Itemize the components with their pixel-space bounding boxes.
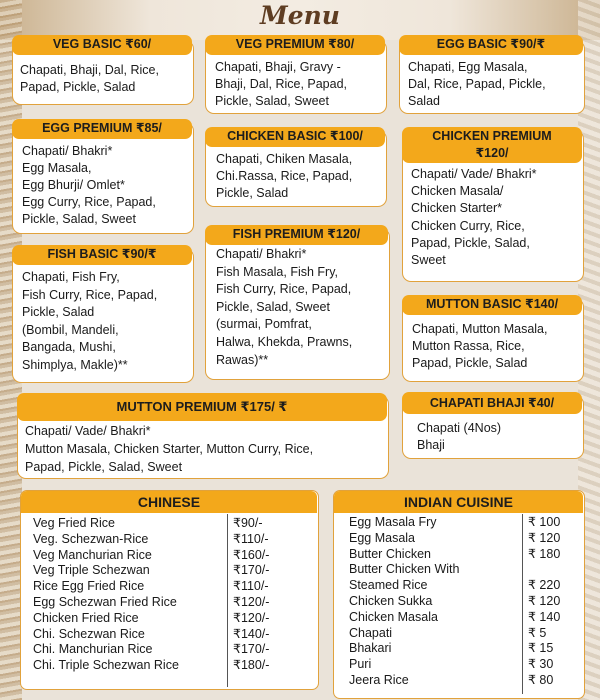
- indian-item-price: ₹ 120: [528, 530, 561, 545]
- indian-row: [349, 641, 600, 657]
- indian-item-name: Egg Masala Fry: [349, 515, 437, 529]
- indian-item-name: Chicken Masala: [349, 609, 438, 624]
- egg-premium-header: EGG PREMIUM ₹85/: [12, 119, 192, 139]
- chapati-bhaji-header: CHAPATI BHAJI ₹40/: [402, 392, 582, 414]
- mutton-basic-items: Chapati, Mutton Masala, Mutton Rassa, Rice, Papad, Pickle, Salad: [412, 322, 548, 370]
- chapati-bhaji-items: Chapati (4Nos) Bhaji: [417, 421, 502, 452]
- chinese-row: [33, 516, 293, 532]
- chinese-item-price: ₹110/-: [233, 531, 269, 546]
- indian-item-name: Puri: [349, 657, 372, 672]
- chinese-item-name: Veg Manchurian Rice: [33, 547, 152, 562]
- chinese-item-price: ₹180/-: [233, 658, 270, 673]
- indian-row: [349, 515, 600, 531]
- mutton-basic-header: MUTTON BASIC ₹140/: [402, 295, 582, 315]
- indian-item-name: Steamed Rice: [349, 578, 428, 593]
- indian-row: [349, 594, 600, 610]
- indian-row: [349, 626, 600, 642]
- chinese-row: [33, 595, 293, 611]
- indian-item-price: ₹ 120: [528, 594, 561, 608]
- fish-premium-items: Chapati/ Bhakri* Fish Masala, Fish Fry, Fish Curry, Rice, Papad, Pickle, Salad, Sweet (surmai, Pomfrat, Halwa, Khekda, Prawns, Rawas)**: [216, 247, 353, 367]
- mutton-premium-items: Chapati/ Vade/ Bhakri* Mutton Masala, Chicken Starter, Mutton Curry, Rice, Papad, Pickle, Salad, Sweet: [25, 424, 314, 474]
- indian-row: [349, 578, 600, 594]
- chicken-basic-items: Chapati, Chiken Masala, Chi.Rassa, Rice, Papad, Pickle, Salad: [216, 152, 353, 200]
- indian-item-price: ₹ 220: [528, 578, 561, 593]
- veg-premium-items: Chapati, Bhaji, Gravy - Bhaji, Dal, Rice, Papad, Pickle, Salad, Sweet: [215, 60, 348, 108]
- chinese-row: [33, 579, 293, 595]
- indian-item-price: ₹ 80: [528, 673, 554, 687]
- indian-item-price: ₹ 30: [528, 657, 554, 672]
- indian-item-name: Chicken Sukka: [349, 594, 433, 608]
- indian-item-price: ₹ 100: [528, 515, 561, 529]
- chinese-item-price: ₹110/-: [233, 579, 269, 594]
- chinese-row: [33, 627, 293, 643]
- chinese-item-name: Chicken Fried Rice: [33, 610, 139, 625]
- veg-basic-items: Chapati, Bhaji, Dal, Rice, Papad, Pickle, Salad: [20, 63, 159, 94]
- chinese-row: [33, 611, 293, 627]
- chinese-item-name: Veg. Schezwan-Rice: [33, 531, 149, 546]
- indian-row: [349, 657, 600, 673]
- indian-item-name: Jeera Rice: [349, 673, 409, 687]
- indian-item-price: ₹ 15: [528, 641, 554, 656]
- indian-item-price: ₹ 140: [528, 609, 561, 624]
- indian-item-name: Chapati: [349, 625, 393, 640]
- egg-basic-items: Chapati, Egg Masala, Dal, Rice, Papad, Pickle, Salad: [408, 60, 546, 108]
- indian-item-price: ₹ 5: [528, 625, 547, 640]
- chinese-item-price: ₹120/-: [233, 610, 270, 625]
- fish-premium-header: FISH PREMIUM ₹120/: [205, 225, 388, 245]
- indian-row: [349, 531, 600, 547]
- chicken-premium-header: CHICKEN PREMIUM ₹120/: [402, 127, 582, 163]
- chinese-row: [33, 532, 293, 548]
- chinese-item-price: ₹120/-: [233, 595, 270, 609]
- indian-header: INDIAN CUISINE: [334, 491, 583, 513]
- chinese-row: [33, 548, 293, 564]
- chinese-item-name: Rice Egg Fried Rice: [33, 579, 145, 594]
- mutton-premium-header: MUTTON PREMIUM ₹175/ ₹: [17, 393, 387, 421]
- chicken-premium-items: Chapati/ Vade/ Bhakri* Chicken Masala/ Chicken Starter* Chicken Curry, Rice, Papad, Pickle, Salad, Sweet: [411, 167, 537, 268]
- chinese-item-name: Chi. Schezwan Rice: [33, 626, 145, 641]
- chicken-basic-header: CHICKEN BASIC ₹100/: [205, 127, 385, 147]
- chinese-item-price: ₹160/-: [233, 547, 270, 562]
- indian-row: [349, 610, 600, 626]
- menu-title: Menu: [260, 1, 340, 30]
- chinese-item-name: Egg Schezwan Fried Rice: [33, 595, 177, 609]
- indian-row: [349, 547, 600, 563]
- egg-basic-header: EGG BASIC ₹90/₹: [399, 35, 583, 55]
- chinese-row: [33, 563, 293, 579]
- chinese-item-price: ₹90/-: [233, 516, 263, 530]
- chinese-row: [33, 658, 293, 674]
- chinese-item-name: Veg Fried Rice: [33, 516, 115, 530]
- chinese-item-name: Chi. Triple Schezwan Rice: [33, 658, 179, 673]
- chinese-item-price: ₹140/-: [233, 626, 270, 641]
- indian-row: [349, 673, 600, 689]
- chinese-item-price: ₹170/-: [233, 642, 270, 657]
- veg-premium-header: VEG PREMIUM ₹80/: [205, 35, 385, 55]
- chinese-row: [33, 642, 293, 658]
- chinese-item-price: ₹170/-: [233, 563, 270, 578]
- chinese-item-name: Veg Triple Schezwan: [33, 563, 150, 578]
- chinese-header: CHINESE: [21, 491, 317, 513]
- chinese-item-name: Chi. Manchurian Rice: [33, 642, 153, 657]
- indian-item-name: Butter Chicken With: [349, 562, 460, 577]
- indian-item-name: Bhakari: [349, 641, 392, 656]
- veg-basic-header: VEG BASIC ₹60/: [12, 35, 192, 55]
- indian-row: [349, 562, 600, 578]
- indian-item-name: Butter Chicken: [349, 546, 431, 561]
- egg-premium-items: Chapati/ Bhakri* Egg Masala, Egg Bhurji/ Omlet* Egg Curry, Rice, Papad, Pickle, Salad, Sweet: [22, 144, 156, 226]
- indian-item-price: ₹ 180: [528, 546, 561, 561]
- fish-basic-items: Chapati, Fish Fry, Fish Curry, Rice, Papad, Pickle, Salad (Bombil, Mandeli, Bangada, Mushi, Shimplya, Makle)**: [22, 270, 158, 372]
- fish-basic-header: FISH BASIC ₹90/₹: [12, 245, 192, 265]
- indian-item-name: Egg Masala: [349, 530, 416, 545]
